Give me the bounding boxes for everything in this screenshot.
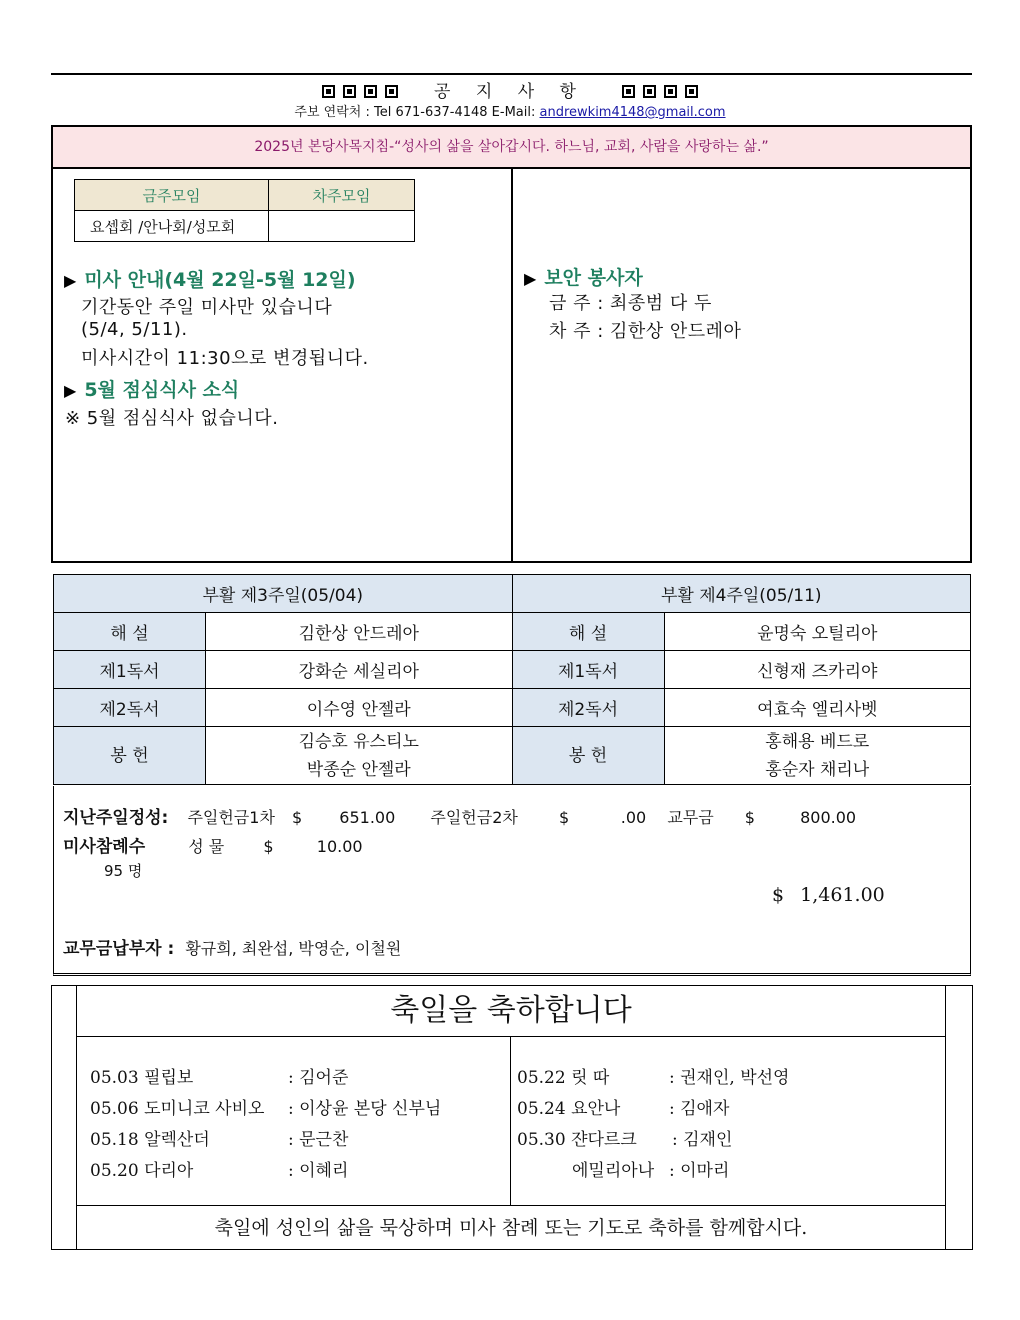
feast-person: : 김어준 [288, 1068, 349, 1088]
dues-payers: 황규희, 최완섭, 박영순, 이철원 [185, 939, 402, 958]
top-rule [51, 73, 972, 75]
list-item [517, 1094, 729, 1119]
offering-total [772, 884, 885, 906]
dues-payers-label: 교무금납부자 : [63, 939, 175, 959]
first-collection-amount: 651.00 [339, 808, 396, 827]
feast-saint: 05.24 요안나 [517, 1099, 621, 1119]
triangle-bullet-icon: ▶ [524, 269, 537, 288]
list-item [90, 1094, 441, 1119]
roster-week1-header: 부활 제3주일(05/04) [54, 575, 513, 613]
attendance-count: 95 명 [104, 862, 143, 880]
square-bullet-icon [685, 85, 698, 98]
list-item [517, 1063, 789, 1088]
table-row [54, 651, 971, 689]
goods-label: 성 물 [188, 837, 225, 856]
square-bullet-icon [322, 85, 335, 98]
liturgy-roster-table [53, 574, 971, 785]
roster-cell: 윤명숙 오틸리아 [664, 613, 971, 651]
lunch-notice-line: ※ 5월 점심식사 없습니다. [65, 408, 279, 429]
feast-title: 축일을 축하합니다 [77, 986, 945, 1037]
mass-notice-line: 미사시간이 11:30으로 변경됩니다. [81, 348, 369, 369]
square-bullet-icon [385, 85, 398, 98]
meetings-table [74, 179, 415, 242]
meetings-this-week: 요셉회 /안나회/성모회 [75, 211, 269, 242]
roster-cell [206, 727, 513, 785]
feast-footer: 축일에 성인의 삶을 묵상하며 미사 참례 또는 기도로 축하를 함께합시다. [77, 1205, 945, 1249]
meetings-this-week-header: 금주모임 [75, 180, 269, 211]
security-next-week: 차 주 : 김한상 안드레아 [549, 321, 742, 342]
offertory-name: 홍해용 베드로 [765, 731, 870, 752]
feast-saint: 05.18 알렉산더 [90, 1130, 210, 1150]
currency-sign: $ [263, 837, 274, 856]
roster-cell: 신형재 즈카리야 [664, 651, 971, 689]
contact-prefix: 주보 연락처 : Tel 671-637-4148 E-Mail: [294, 105, 540, 120]
feast-day-inner [76, 986, 946, 1250]
goods-amount: 10.00 [316, 837, 363, 856]
lunch-notice-heading [64, 375, 239, 402]
contact-line [0, 101, 1020, 120]
table-row [54, 727, 971, 785]
second-collection-amount: .00 [620, 808, 647, 827]
roster-label: 봉 헌 [512, 727, 664, 785]
mass-notice-line: (5/4, 5/11). [81, 319, 188, 340]
security-heading-text: 보안 봉사자 [544, 267, 643, 289]
page-title-text: 공 지 사 항 [434, 82, 586, 102]
feast-saint: 05.30 쟌다르크 [517, 1130, 637, 1150]
roster-label: 제1독서 [54, 651, 206, 689]
notice-box [51, 125, 972, 563]
list-item [90, 1125, 348, 1150]
roster-label: 봉 헌 [54, 727, 206, 785]
offering-summary [53, 786, 971, 976]
security-heading [524, 263, 643, 290]
mass-notice-line: 기간동안 주일 미사만 있습니다 [81, 297, 333, 318]
roster-label: 제2독서 [512, 689, 664, 727]
feast-saint: 에밀리아나 [572, 1161, 655, 1181]
roster-week2-header: 부활 제4주일(05/11) [512, 575, 971, 613]
feast-person: : 이마리 [669, 1161, 730, 1181]
table-row [54, 689, 971, 727]
square-bullet-icon [343, 85, 356, 98]
mass-notice-heading-text: 미사 안내(4월 22일-5월 12일) [84, 269, 356, 291]
feast-saint: 05.03 필립보 [90, 1068, 194, 1088]
second-collection-label: 주일헌금2차 [430, 808, 518, 827]
currency-sign: $ [292, 808, 303, 827]
feast-person: : 권재인, 박선영 [669, 1068, 790, 1088]
offertory-name: 김승호 유스티노 [298, 731, 419, 752]
list-item [517, 1125, 732, 1150]
total-amount: 1,461.00 [800, 884, 885, 906]
triangle-bullet-icon: ▶ [64, 271, 77, 290]
meetings-next-week-header: 차주모임 [269, 180, 415, 211]
first-collection-label: 주일헌금1차 [187, 808, 275, 827]
roster-label: 제2독서 [54, 689, 206, 727]
roster-label: 해 설 [512, 613, 664, 651]
square-bullet-icon [622, 85, 635, 98]
pastoral-motto: 2025년 본당사목지침-“성사의 삶을 살아갑시다. 하느님, 교회, 사람을 사랑하는 삶.” [53, 127, 970, 169]
roster-cell: 이수영 안젤라 [206, 689, 513, 727]
attendance-row [63, 832, 363, 857]
feast-person: : 이혜리 [288, 1161, 349, 1181]
roster-cell [664, 727, 971, 785]
roster-cell: 여효숙 엘리사벳 [664, 689, 971, 727]
roster-label: 제1독서 [512, 651, 664, 689]
offertory-name: 홍순자 채리나 [765, 759, 870, 780]
feast-saint: 05.20 다리아 [90, 1161, 194, 1181]
currency-sign: $ [558, 808, 570, 827]
feast-person: : 문근찬 [288, 1130, 349, 1150]
feast-saint: 05.06 도미니코 사비오 [90, 1099, 265, 1119]
feast-person: : 김애자 [669, 1099, 730, 1119]
offering-label: 지난주일정성: [63, 808, 169, 828]
column-divider [511, 169, 513, 561]
roster-cell: 강화순 세실리아 [206, 651, 513, 689]
roster-cell: 김한상 안드레아 [206, 613, 513, 651]
dues-label: 교무금 [667, 808, 714, 827]
feast-person: : 이상윤 본당 신부님 [288, 1099, 442, 1119]
feast-saint: 05.22 릿 따 [517, 1068, 610, 1088]
roster-label: 해 설 [54, 613, 206, 651]
feast-day-box [51, 985, 973, 1250]
list-item [90, 1063, 348, 1088]
feast-person: : 김재인 [672, 1130, 733, 1150]
dues-payers-row [63, 934, 401, 959]
square-bullet-icon [643, 85, 656, 98]
attendance-label: 미사참례수 [63, 837, 146, 857]
offering-row [63, 803, 856, 828]
dues-amount: 800.00 [800, 808, 857, 827]
triangle-bullet-icon: ▶ [64, 381, 77, 400]
email-link[interactable]: andrewkim4148@gmail.com [539, 105, 726, 120]
currency-sign: $ [772, 884, 785, 906]
table-row [54, 613, 971, 651]
mass-notice-heading [64, 265, 356, 292]
page-title [0, 77, 1020, 102]
feast-divider [510, 1037, 511, 1205]
currency-sign: $ [744, 808, 755, 827]
square-bullet-icon [664, 85, 677, 98]
list-item [90, 1156, 348, 1181]
meetings-next-week [269, 211, 415, 242]
offertory-name: 박종순 안젤라 [306, 759, 411, 780]
security-this-week: 금 주 : 최종범 다 두 [549, 293, 712, 314]
square-bullet-icon [364, 85, 377, 98]
list-item [572, 1156, 729, 1181]
lunch-notice-heading-text: 5월 점심식사 소식 [84, 379, 240, 401]
